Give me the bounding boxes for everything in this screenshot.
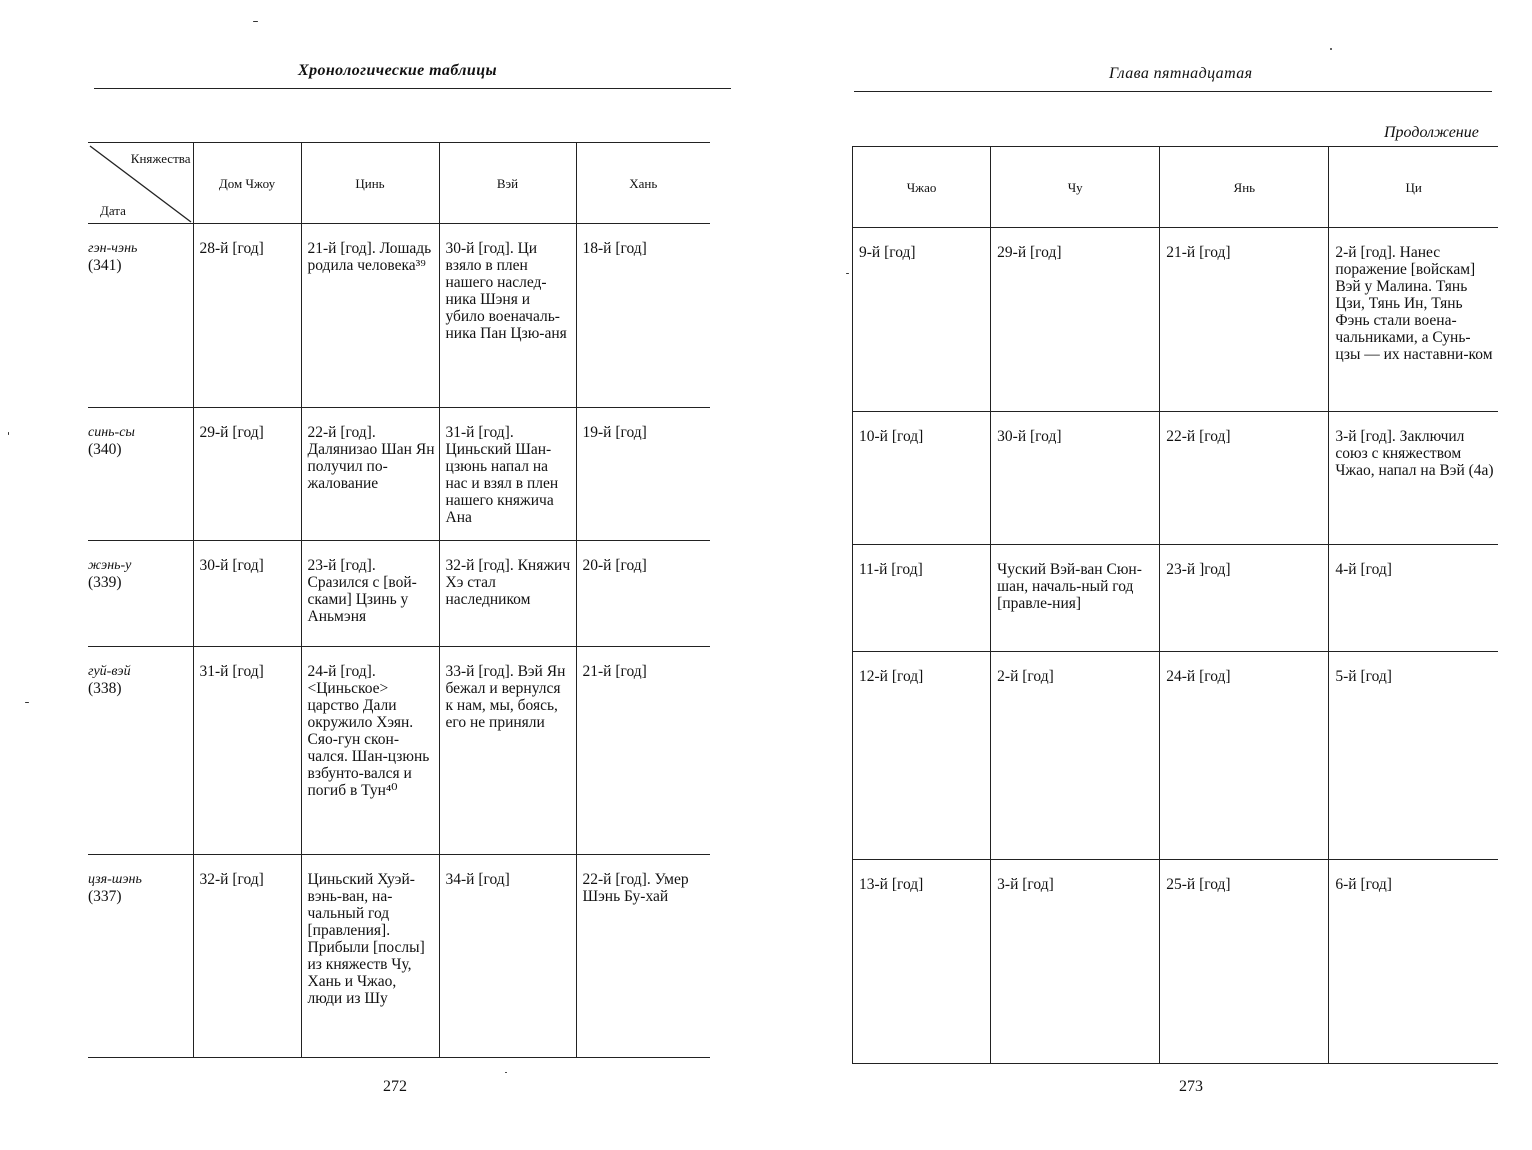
table-cell: 29-й [год] — [997, 244, 1062, 261]
table-cell: 22-й [год]. Далянизао Шан Ян получил по-жалование — [307, 424, 435, 492]
scan-speck — [505, 1072, 507, 1073]
corner-label-date: Дата — [100, 203, 126, 218]
table-cell: Чуский Вэй-ван Сюн-шан, началь-ный год [правле-ния] — [997, 561, 1142, 612]
cyclic-date: гуй-вэй — [88, 664, 131, 679]
column-header: Чу — [991, 147, 1160, 228]
table-cell: 2-й [год]. Нанес поражение [войскам] Вэй у Малина. Тянь Цзи, Тянь Ин, Тянь Фэнь стали воена-чальниками, а Сунь-цзы — их наставни-ком — [1335, 244, 1493, 363]
table-row — [853, 228, 1499, 412]
scan-speck — [253, 21, 258, 22]
year-bc: (341) — [88, 257, 122, 274]
table-cell: 24-й [год] — [1166, 668, 1231, 685]
column-header: Янь — [1160, 147, 1329, 228]
table-cell: 2-й [год] — [997, 668, 1054, 685]
chronology-table-right — [852, 146, 1498, 1064]
table-header-row — [88, 143, 710, 224]
chronology-table-left — [88, 142, 710, 1058]
table-header-row — [853, 147, 1499, 228]
cyclic-date: гэн-чэнь — [88, 241, 138, 256]
table-row — [853, 652, 1499, 860]
continuation-label: Продолжение — [1384, 124, 1479, 141]
table-row — [88, 224, 710, 408]
year-bc: (339) — [88, 574, 122, 591]
table-row — [88, 541, 710, 647]
corner-header — [88, 143, 193, 224]
table-cell: 9-й [год] — [859, 244, 916, 261]
table-cell: 30-й [год]. Ци взяло в плен нашего наслед-ника Шэня и убило военачаль-ника Пан Цзю-аня — [445, 240, 567, 342]
column-header: Хань — [576, 143, 710, 224]
table-cell: 3-й [год] — [997, 876, 1054, 893]
table-cell: 30-й [год] — [997, 428, 1062, 445]
table-cell: 10-й [год] — [859, 428, 924, 445]
table-cell: 19-й [год] — [582, 424, 647, 441]
table-cell: 11-й [год] — [859, 561, 923, 578]
table-cell: 18-й [год] — [582, 240, 647, 257]
column-header: Дом Чжоу — [193, 143, 301, 224]
table-row — [88, 647, 710, 855]
running-head-right: Глава пятнадцатая — [1109, 65, 1253, 82]
table-cell: 29-й [год] — [199, 424, 264, 441]
table-cell: 3-й [год]. Заключил союз с княжеством Чжао, напал на Вэй (4а) — [1335, 428, 1494, 479]
column-header: Ци — [1329, 147, 1498, 228]
table-cell: 20-й [год] — [582, 557, 647, 574]
table-cell: 22-й [год]. Умер Шэнь Бу-хай — [582, 871, 689, 905]
table-cell: 25-й [год] — [1166, 876, 1231, 893]
year-bc: (338) — [88, 680, 122, 697]
header-rule-right — [854, 91, 1492, 92]
table-row — [853, 860, 1499, 1064]
table-row — [88, 408, 710, 541]
running-head-left: Хронологические таблицы — [298, 62, 498, 79]
cyclic-date: цзя-шэнь — [88, 872, 142, 887]
column-header: Чжао — [853, 147, 991, 228]
right-page — [766, 0, 1532, 1150]
table-cell: 23-й [год]. Сразился с [вой-сками] Цзинь у Аньмэня — [307, 557, 417, 625]
table-cell: 23-й ]год] — [1166, 561, 1231, 578]
table-cell: 13-й [год] — [859, 876, 924, 893]
table-cell: 31-й [год] — [199, 663, 264, 680]
page-number-left: 272 — [383, 1078, 407, 1095]
table-cell: 30-й [год] — [199, 557, 264, 574]
table-cell: 5-й [год] — [1335, 668, 1392, 685]
table-row — [853, 412, 1499, 545]
table-cell: 31-й [год]. Циньский Шан-цзюнь напал на нас и взял в плен нашего княжича Ана — [445, 424, 559, 526]
table-cell: 6-й [год] — [1335, 876, 1392, 893]
cyclic-date: жэнь-у — [88, 558, 132, 573]
header-rule-left — [94, 88, 731, 89]
table-cell: 24-й [год]. <Циньское> царство Дали окружило Хэян. Сяо-гун скон-чался. Шан-цзюнь взбунто-вался и погиб в Тун⁴⁰ — [307, 663, 430, 799]
cyclic-date: синь-сы — [88, 425, 135, 440]
page-number-right: 273 — [1179, 1078, 1203, 1095]
table-row — [88, 855, 710, 1058]
table-cell: 32-й [год]. Княжич Хэ стал наследником — [445, 557, 571, 608]
table-cell: 34-й [год] — [445, 871, 510, 888]
scan-speck — [25, 702, 29, 703]
scan-speck — [8, 432, 9, 435]
table-cell: 28-й [год] — [199, 240, 264, 257]
table-cell: Циньский Хуэй-вэнь-ван, на-чальный год [правления]. Прибыли [послы] из княжеств Чу, Хань и Чжао, люди из Шу — [307, 871, 425, 1007]
table-cell: 21-й [год] — [1166, 244, 1231, 261]
table-cell: 21-й [год]. Лошадь родила человека³⁹ — [307, 240, 432, 274]
year-bc: (340) — [88, 441, 122, 458]
table-cell: 32-й [год] — [199, 871, 264, 888]
table-cell: 21-й [год] — [582, 663, 647, 680]
scan-speck — [846, 273, 849, 274]
table-cell: 22-й [год] — [1166, 428, 1231, 445]
year-bc: (337) — [88, 888, 122, 905]
table-cell: 4-й [год] — [1335, 561, 1392, 578]
column-header: Вэй — [439, 143, 576, 224]
column-header: Цинь — [301, 143, 439, 224]
table-cell: 33-й [год]. Вэй Ян бежал и вернулся к нам, мы, боясь, его не приняли — [445, 663, 566, 731]
corner-label-states: Княжества — [130, 151, 191, 166]
table-cell: 12-й [год] — [859, 668, 924, 685]
scan-speck — [1330, 48, 1332, 50]
table-row — [853, 545, 1499, 652]
